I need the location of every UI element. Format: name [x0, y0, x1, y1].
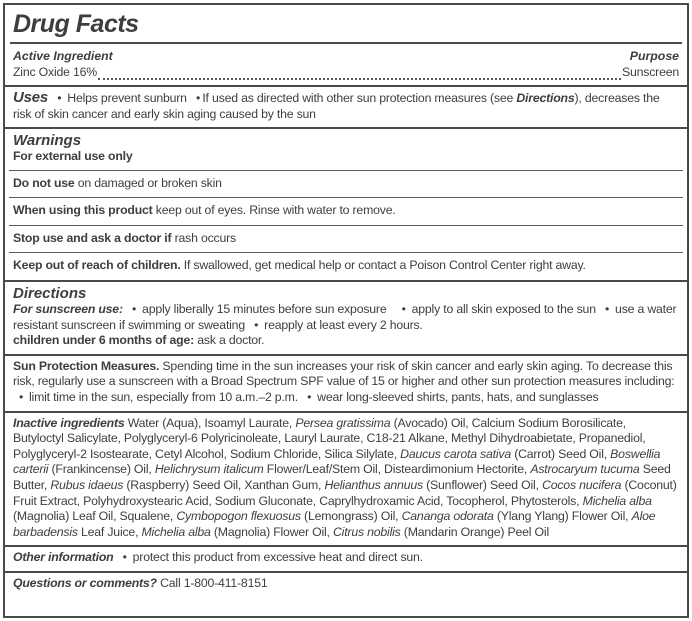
purpose-value: Sunscreen: [622, 65, 679, 79]
questions-section: Questions or comments? Call 1-800-411-8151: [13, 575, 268, 590]
warnings-section: [5, 129, 687, 170]
dotted-leader: [98, 66, 621, 80]
other-information-section: Other information • protect this product from excessive heat and direct sun.: [13, 550, 423, 565]
warnings-heading: Warnings: [13, 132, 82, 150]
active-ingredient-section: [5, 44, 687, 85]
label-title: Drug Facts: [13, 10, 139, 38]
purpose-heading: Purpose: [629, 49, 679, 63]
directions-heading: Directions: [13, 285, 87, 303]
warning-item-when-using: When using this product keep out of eyes. Rinse with water to remove.: [13, 203, 396, 218]
warning-item-keep-out-of-reach: Keep out of reach of children. If swallowed, get medical help or contact a Poison Control Center right away.: [13, 258, 586, 273]
drug-facts-label: [3, 3, 689, 618]
warning-item-stop-use: Stop use and ask a doctor if rash occurs: [13, 230, 236, 245]
active-ingredient-heading: Active Ingredient: [13, 49, 113, 63]
active-ingredient-name: Zinc Oxide 16%: [13, 65, 97, 79]
directions-children: children under 6 months of age: ask a doctor.: [13, 333, 265, 348]
directions-section: [5, 282, 687, 354]
warning-item-do-not-use: Do not use on damaged or broken skin: [13, 175, 222, 190]
directions-main: For sunscreen use: • apply liberally 15 minutes before sun exposure • apply to all skin exposed to the sun • use a water resistant sunscreen if swimming or sweating • reapply at least every 2 hours.: [13, 302, 677, 332]
warnings-subheading: For external use only: [13, 149, 133, 164]
inactive-ingredients-section: Inactive ingredients Water (Aqua), Isoamyl Laurate, Persea gratissima (Avocado) Oil, Calcium Sodium Borosilicate, Butyloctyl Salicylate, Polyglyceryl-6 Polyricinoleate, Lauryl Laurate, C18-21 Alkane, Methyl Dihydroabietate, Propanediol, Polyglyceryl-2 Isostearate, Cetyl Alcohol, Sodium Chloride, Silica Silylate, Daucus carota sativa (Carrot) Seed Oil, Boswellia carterii (Frankincense) Oil, Helichrysum italicum Flower/Leaf/Stem Oil, Disteardimonium Hectorite, Astrocaryum tucuma Seed Butter, Rubus idaeus (Raspberry) Seed Oil, Xanthan Gum, Helianthus annuus (Sunflower) Seed Oil, Cocos nucifera (Coconut) Fruit Extract, Polyhydroxystearic Acid, Sodium Gluconate, Caprylhydroxamic Acid, Tocopherol, Phytosterols, Michelia alba (Magnolia) Leaf Oil, Squalene, Cymbopogon flexuosus (Lemongrass) Oil, Cananga odorata (Ylang Ylang) Flower Oil, Aloe barbadensis Leaf Juice, Michelia alba (Magnolia) Flower Oil, Citrus nobilis (Mandarin Orange) Peel Oil: [13, 415, 677, 539]
sun-protection-section: Sun Protection Measures. Spending time in the sun increases your risk of skin cancer and early skin aging. To decrease this risk, regularly use a sunscreen with a Broad Spectrum SPF value of 15 or higher and other sun protection measures including: • limit time in the sun, especially from 10 a.m.–2 p.m. • wear long-sleeved shirts, pants, hats, and sunglasses: [13, 358, 675, 405]
uses-section: Uses • Helps prevent sunburn • If used as directed with other sun protection measures (see Directions), decreases the risk of skin cancer and early skin aging caused by the sun: [13, 89, 660, 121]
